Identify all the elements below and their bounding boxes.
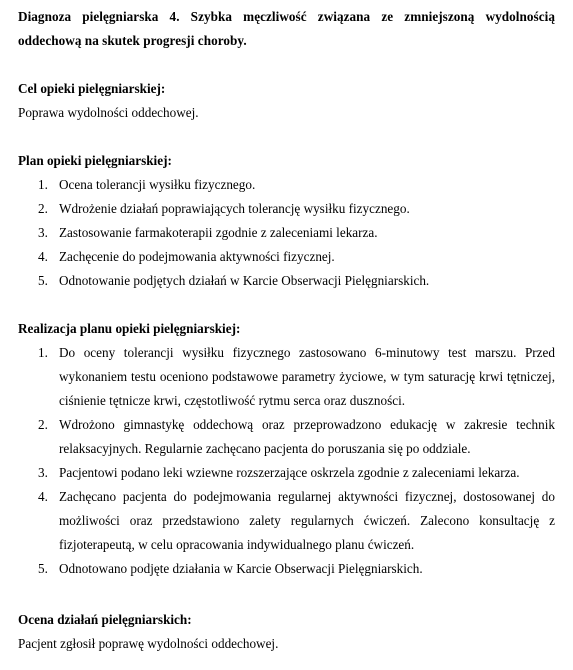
implementation-list-item — [18, 485, 555, 557]
goal-text: Poprawa wydolności oddechowej. — [18, 105, 199, 120]
list-item-number: 2. — [38, 201, 48, 216]
spacer — [18, 125, 555, 149]
plan-list — [18, 173, 555, 293]
evaluation-text: Pacjent zgłosił poprawę wydolności oddechowej. — [18, 636, 279, 651]
list-item-number: 1. — [38, 177, 48, 192]
implementation-heading: Realizacja planu opieki pielęgniarskiej: — [18, 321, 241, 336]
implementation-list-item — [18, 341, 555, 413]
list-item-number: 5. — [38, 561, 48, 576]
implementation-list — [18, 341, 555, 581]
evaluation-heading: Ocena działań pielęgniarskich: — [18, 612, 192, 627]
goal-heading: Cel opieki pielęgniarskiej: — [18, 81, 166, 96]
plan-list-item — [18, 173, 555, 197]
list-item-number: 2. — [38, 417, 48, 432]
list-item-text: Wdrożono gimnastykę oddechową oraz przeprowadzono edukację w zakresie technik relaksacyjnych. Regularnie zachęcano pacjenta do poruszania się po oddziale. — [59, 417, 555, 456]
list-item-number: 3. — [38, 225, 48, 240]
list-item-number: 3. — [38, 465, 48, 480]
plan-list-item — [18, 245, 555, 269]
list-item-text: Pacjentowi podano leki wziewne rozszerzające oskrzela zgodnie z zaleceniami lekarza. — [59, 465, 520, 480]
list-item-text: Odnotowano podjęte działania w Karcie Obserwacji Pielęgniarskich. — [59, 561, 423, 576]
list-item-text: Zachęcenie do podejmowania aktywności fizycznej. — [59, 249, 335, 264]
list-item-text: Zachęcano pacjenta do podejmowania regularnej aktywności fizycznej, dostosowanej do możliwości oraz przedstawiono zalety regularnych ćwiczeń. Zalecono konsultację z fizjoterapeutą, w celu opracowania indywidualnego planu ćwiczeń. — [59, 489, 555, 552]
spacer — [18, 293, 555, 317]
plan-list-item — [18, 269, 555, 293]
plan-list-item — [18, 221, 555, 245]
implementation-list-item — [18, 461, 555, 485]
list-item-text: Wdrożenie działań poprawiających tolerancję wysiłku fizycznego. — [59, 201, 410, 216]
list-item-number: 4. — [38, 489, 48, 504]
list-item-number: 1. — [38, 345, 48, 360]
implementation-list-item — [18, 557, 555, 581]
list-item-text: Ocena tolerancji wysiłku fizycznego. — [59, 177, 256, 192]
diagnosis-title: Diagnoza pielęgniarska 4. Szybka męczliwość związana ze zmniejszoną wydolnością oddechową na skutek progresji choroby. — [18, 9, 555, 48]
list-item-text: Odnotowanie podjętych działań w Karcie Obserwacji Pielęgniarskich. — [59, 273, 430, 288]
implementation-list-item — [18, 413, 555, 461]
list-item-text: Do oceny tolerancji wysiłku fizycznego zastosowano 6-minutowy test marszu. Przed wykonaniem testu oceniono podstawowe parametry życiowe, w tym saturację krwi tętniczej, ciśnienie tętnicze krwi, częstotliwość rytmu serca oraz duszności. — [59, 345, 555, 408]
spacer — [18, 581, 555, 608]
plan-heading: Plan opieki pielęgniarskiej: — [18, 153, 172, 168]
list-item-number: 5. — [38, 273, 48, 288]
list-item-number: 4. — [38, 249, 48, 264]
plan-list-item — [18, 197, 555, 221]
spacer — [18, 53, 555, 77]
list-item-text: Zastosowanie farmakoterapii zgodnie z zaleceniami lekarza. — [59, 225, 378, 240]
